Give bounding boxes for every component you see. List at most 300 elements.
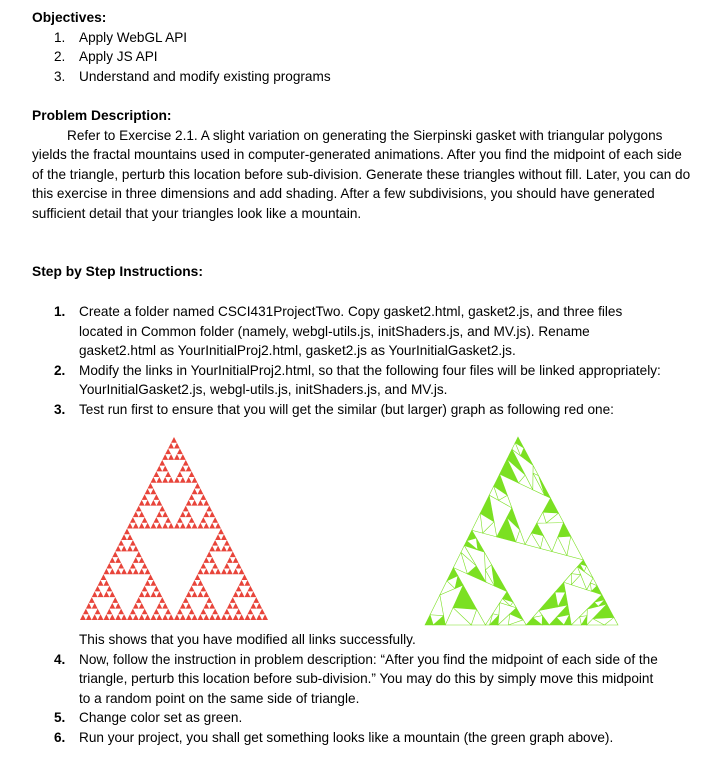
triangle [162, 477, 168, 483]
triangle [145, 591, 151, 597]
red-sierpinski-gasket [80, 437, 268, 620]
triangle [206, 506, 212, 512]
triangle [142, 609, 148, 615]
triangle [580, 560, 587, 566]
list-number: 4. [54, 651, 66, 667]
triangle [507, 449, 525, 475]
problem-section [32, 106, 692, 224]
triangle [109, 591, 115, 597]
triangle [183, 460, 189, 466]
triangle [461, 546, 476, 566]
triangle [121, 569, 127, 575]
triangle [206, 551, 212, 557]
triangle [104, 591, 110, 597]
triangle [546, 513, 563, 523]
triangle [200, 563, 206, 569]
triangle [209, 523, 215, 529]
triangle [224, 540, 230, 546]
triangle [139, 500, 145, 506]
triangle [165, 471, 171, 477]
triangle [233, 591, 239, 597]
triangle [192, 591, 198, 597]
triangle [145, 569, 151, 575]
triangle [104, 569, 110, 575]
triangle [236, 586, 242, 592]
triangle [180, 614, 186, 620]
triangle [156, 511, 162, 517]
triangle [215, 534, 221, 540]
triangle [162, 454, 168, 460]
triangle [564, 615, 571, 625]
list-item [32, 302, 662, 361]
triangle [519, 475, 533, 490]
triangle [224, 563, 230, 569]
triangle [180, 466, 186, 472]
triangle [127, 523, 133, 529]
triangle [192, 523, 198, 529]
triangle [151, 477, 157, 483]
triangle [118, 563, 124, 569]
triangle [215, 569, 221, 575]
triangle [447, 568, 458, 581]
triangle [127, 546, 133, 552]
triangle [203, 511, 209, 517]
triangle [467, 566, 486, 582]
triangle [109, 614, 115, 620]
triangle [92, 614, 98, 620]
triangle [209, 557, 215, 563]
list-text: Modify the links in YourInitialProj2.html, so that the following four files will be linked appropriately: YourInitialGasket2.js, webgl-utils.js, initShaders.js, and MV.js. [79, 362, 661, 398]
triangle [510, 602, 516, 608]
list-text: Understand and modify existing programs [79, 68, 331, 84]
triangle [239, 580, 245, 586]
list-number: 2. [54, 362, 66, 378]
triangle [521, 448, 533, 465]
triangle [98, 614, 104, 620]
list-number: 3. [54, 401, 66, 417]
triangle [186, 614, 192, 620]
triangle [80, 614, 86, 620]
triangle [186, 591, 192, 597]
triangle [159, 597, 165, 603]
triangle [153, 494, 159, 500]
triangle [130, 563, 136, 569]
triangle [115, 614, 121, 620]
triangle [156, 603, 162, 609]
triangle [95, 586, 101, 592]
list-item [32, 361, 662, 400]
triangle [198, 580, 204, 586]
triangle [136, 506, 142, 512]
triangle [571, 567, 580, 575]
triangle [165, 448, 171, 454]
triangle [500, 599, 511, 606]
triangle [203, 603, 209, 609]
triangle [209, 511, 215, 517]
triangle [239, 569, 245, 575]
triangle [245, 591, 251, 597]
triangle [259, 609, 265, 615]
list-number: 1. [54, 304, 66, 319]
steps-list-bottom [32, 630, 662, 748]
triangle [200, 494, 206, 500]
triangle [151, 488, 157, 494]
triangle [515, 437, 524, 448]
list-item [32, 728, 662, 748]
triangle [430, 595, 444, 616]
triangle [177, 609, 183, 615]
triangle [502, 592, 513, 602]
triangle [558, 592, 568, 607]
triangle [499, 495, 512, 507]
triangle [245, 614, 251, 620]
triangle [189, 586, 195, 592]
list-text: Apply JS API [79, 49, 158, 65]
triangle [526, 618, 542, 625]
triangle [247, 586, 253, 592]
triangle [106, 563, 112, 569]
list-item [32, 708, 662, 728]
triangle [118, 540, 124, 546]
triangle [174, 523, 180, 529]
triangle [180, 454, 186, 460]
triangle [130, 517, 136, 523]
triangle [250, 591, 256, 597]
triangle [162, 466, 168, 472]
triangle [233, 603, 239, 609]
triangle [556, 605, 569, 617]
triangle [604, 617, 618, 625]
triangle [584, 566, 593, 578]
triangle [580, 609, 588, 617]
triangle [115, 569, 121, 575]
triangle [250, 603, 256, 609]
triangle [198, 591, 204, 597]
triangle [533, 473, 545, 495]
triangle [227, 603, 233, 609]
triangle [209, 546, 215, 552]
list-item [32, 650, 662, 709]
triangle [153, 609, 159, 615]
triangle [101, 574, 107, 580]
triangle [555, 582, 565, 592]
after-figure-text: This shows that you have modified all links successfully. [79, 632, 416, 647]
triangle [86, 603, 92, 609]
triangle [221, 546, 227, 552]
triangle [590, 578, 597, 586]
triangle [189, 494, 195, 500]
triangle [145, 523, 151, 529]
triangle [142, 494, 148, 500]
triangle [106, 586, 112, 592]
triangle [203, 614, 209, 620]
objectives-section [32, 8, 692, 86]
triangle [567, 536, 583, 560]
triangle [485, 570, 494, 586]
triangle [492, 565, 507, 592]
triangle [121, 534, 127, 540]
list-number: 5. [54, 710, 66, 726]
list-number: 3. [54, 68, 66, 84]
triangle [245, 580, 251, 586]
triangle [180, 523, 186, 529]
triangle [221, 534, 227, 540]
list-item [32, 67, 692, 87]
triangle [433, 616, 445, 625]
list-item [32, 400, 662, 420]
triangle [192, 614, 198, 620]
triangle [115, 546, 121, 552]
triangle [104, 614, 110, 620]
triangle [156, 477, 162, 483]
triangle [203, 591, 209, 597]
triangle [133, 546, 139, 552]
list-text: Run your project, you shall get something looks like a mountain (the green graph above). [79, 729, 614, 745]
triangle [224, 609, 230, 615]
triangle [494, 474, 508, 495]
triangle [525, 533, 540, 548]
triangle [145, 614, 151, 620]
triangle [425, 615, 433, 625]
triangle [236, 609, 242, 615]
triangle [153, 586, 159, 592]
triangle [189, 517, 195, 523]
triangle [192, 488, 198, 494]
triangle [109, 557, 115, 563]
triangle [476, 538, 484, 552]
steps-section [32, 262, 692, 282]
triangle [250, 614, 256, 620]
triangle [203, 500, 209, 506]
triangle [215, 546, 221, 552]
list-number: 6. [54, 729, 66, 745]
triangle [92, 603, 98, 609]
triangle [95, 609, 101, 615]
triangle [121, 614, 127, 620]
triangle [151, 614, 157, 620]
triangle [203, 557, 209, 563]
triangle [533, 611, 543, 618]
triangle [233, 614, 239, 620]
triangle [212, 540, 218, 546]
triangle [594, 595, 604, 603]
triangle [236, 563, 242, 569]
triangle [239, 591, 245, 597]
list-text: Apply WebGL API [79, 29, 188, 45]
triangle [212, 609, 218, 615]
triangle [127, 569, 133, 575]
triangle [109, 603, 115, 609]
triangle [209, 614, 215, 620]
green-fractal-mountain [425, 437, 618, 625]
triangle [221, 569, 227, 575]
triangle [445, 608, 471, 625]
triangle [587, 619, 605, 625]
list-text: Change color set as green. [79, 710, 243, 726]
triangle [192, 580, 198, 586]
triangle [497, 517, 516, 541]
triangle [165, 517, 171, 523]
triangle [133, 511, 139, 517]
list-number: 1. [54, 29, 66, 45]
triangle [498, 614, 510, 625]
triangle [177, 448, 183, 454]
triangle [180, 603, 186, 609]
triangle [493, 603, 500, 615]
triangle [484, 552, 491, 570]
triangle [571, 575, 586, 590]
triangle [542, 616, 549, 625]
triangle [186, 466, 192, 472]
triangle [212, 517, 218, 523]
triangle [112, 597, 118, 603]
triangle [86, 614, 92, 620]
triangle [186, 500, 192, 506]
triangle [151, 580, 157, 586]
triangle [98, 591, 104, 597]
triangle [92, 591, 98, 597]
triangle [198, 523, 204, 529]
triangle [227, 557, 233, 563]
triangle [156, 591, 162, 597]
triangle [156, 523, 162, 529]
triangle [577, 564, 584, 572]
triangle [168, 454, 174, 460]
triangle [124, 529, 130, 535]
triangle [183, 506, 189, 512]
triangle [242, 574, 248, 580]
triangle [162, 614, 168, 620]
triangle [227, 546, 233, 552]
triangle [118, 609, 124, 615]
triangle [133, 557, 139, 563]
triangle [203, 523, 209, 529]
triangle [464, 541, 477, 550]
triangle [198, 488, 204, 494]
objectives-list [32, 28, 692, 87]
triangle [215, 614, 221, 620]
triangle [483, 522, 497, 537]
triangle [189, 471, 195, 477]
triangle [195, 483, 201, 489]
triangle [177, 517, 183, 523]
triangle [539, 592, 558, 610]
triangle [472, 513, 483, 533]
triangle [115, 557, 121, 563]
triangle [145, 580, 151, 586]
triangle [587, 602, 598, 609]
triangle [227, 569, 233, 575]
problem-heading: Problem Description: [32, 108, 172, 123]
triangle [490, 615, 499, 625]
triangle [212, 563, 218, 569]
triangle [543, 498, 559, 513]
list-text: Create a folder named CSCI431ProjectTwo. Copy gasket2.html, gasket2.js, and three files located in Common folder (namely, webgl-utils.js, initShaders.js, and MV.js). Rename gasket2.html as YourInitialProj2.html, gasket2.js as YourInitialGasket2.js. [79, 304, 623, 359]
triangle [133, 614, 139, 620]
triangle [549, 617, 564, 625]
triangle [139, 523, 145, 529]
triangle [489, 486, 498, 500]
triangle [159, 460, 165, 466]
list-item [32, 28, 692, 48]
triangle [142, 517, 148, 523]
triangle [218, 529, 224, 535]
triangle [186, 523, 192, 529]
triangle [480, 495, 494, 522]
triangle [168, 443, 174, 449]
triangle [233, 569, 239, 575]
triangle [198, 569, 204, 575]
triangle [139, 557, 145, 563]
triangle [510, 608, 523, 620]
triangle [500, 459, 519, 483]
triangle [121, 546, 127, 552]
triangle [230, 597, 236, 603]
triangle [227, 614, 233, 620]
triangle [467, 530, 477, 540]
triangle [142, 563, 148, 569]
triangle [471, 609, 485, 625]
triangle [203, 569, 209, 575]
triangle [127, 614, 133, 620]
triangle [156, 466, 162, 472]
triangle [148, 483, 154, 489]
triangle [139, 591, 145, 597]
triangle [507, 508, 520, 530]
triangle [508, 620, 526, 625]
triangle [455, 576, 463, 589]
triangle [156, 614, 162, 620]
triangle [133, 569, 139, 575]
triangle [186, 477, 192, 483]
triangle [230, 551, 236, 557]
triangle [581, 616, 587, 625]
triangle [593, 604, 614, 619]
triangle [485, 614, 492, 625]
triangle [151, 500, 157, 506]
triangle [571, 617, 581, 625]
triangle [115, 603, 121, 609]
triangle [531, 523, 543, 536]
triangle [130, 540, 136, 546]
triangle [162, 603, 168, 609]
triangle [133, 523, 139, 529]
triangle [591, 586, 601, 595]
triangle [253, 597, 259, 603]
triangle [200, 609, 206, 615]
triangle [192, 477, 198, 483]
list-number: 2. [54, 49, 66, 65]
triangle [174, 477, 180, 483]
triangle [206, 597, 212, 603]
triangle [165, 609, 171, 615]
triangle [453, 585, 477, 609]
triangle [148, 574, 154, 580]
triangle [145, 500, 151, 506]
triangle [598, 600, 607, 607]
triangle [221, 614, 227, 620]
triangle [153, 471, 159, 477]
triangle [453, 552, 467, 574]
list-item [32, 47, 692, 67]
triangle [139, 603, 145, 609]
triangle [168, 477, 174, 483]
triangle [247, 609, 253, 615]
triangle [130, 609, 136, 615]
triangle [139, 614, 145, 620]
triangle [209, 569, 215, 575]
triangle [139, 511, 145, 517]
